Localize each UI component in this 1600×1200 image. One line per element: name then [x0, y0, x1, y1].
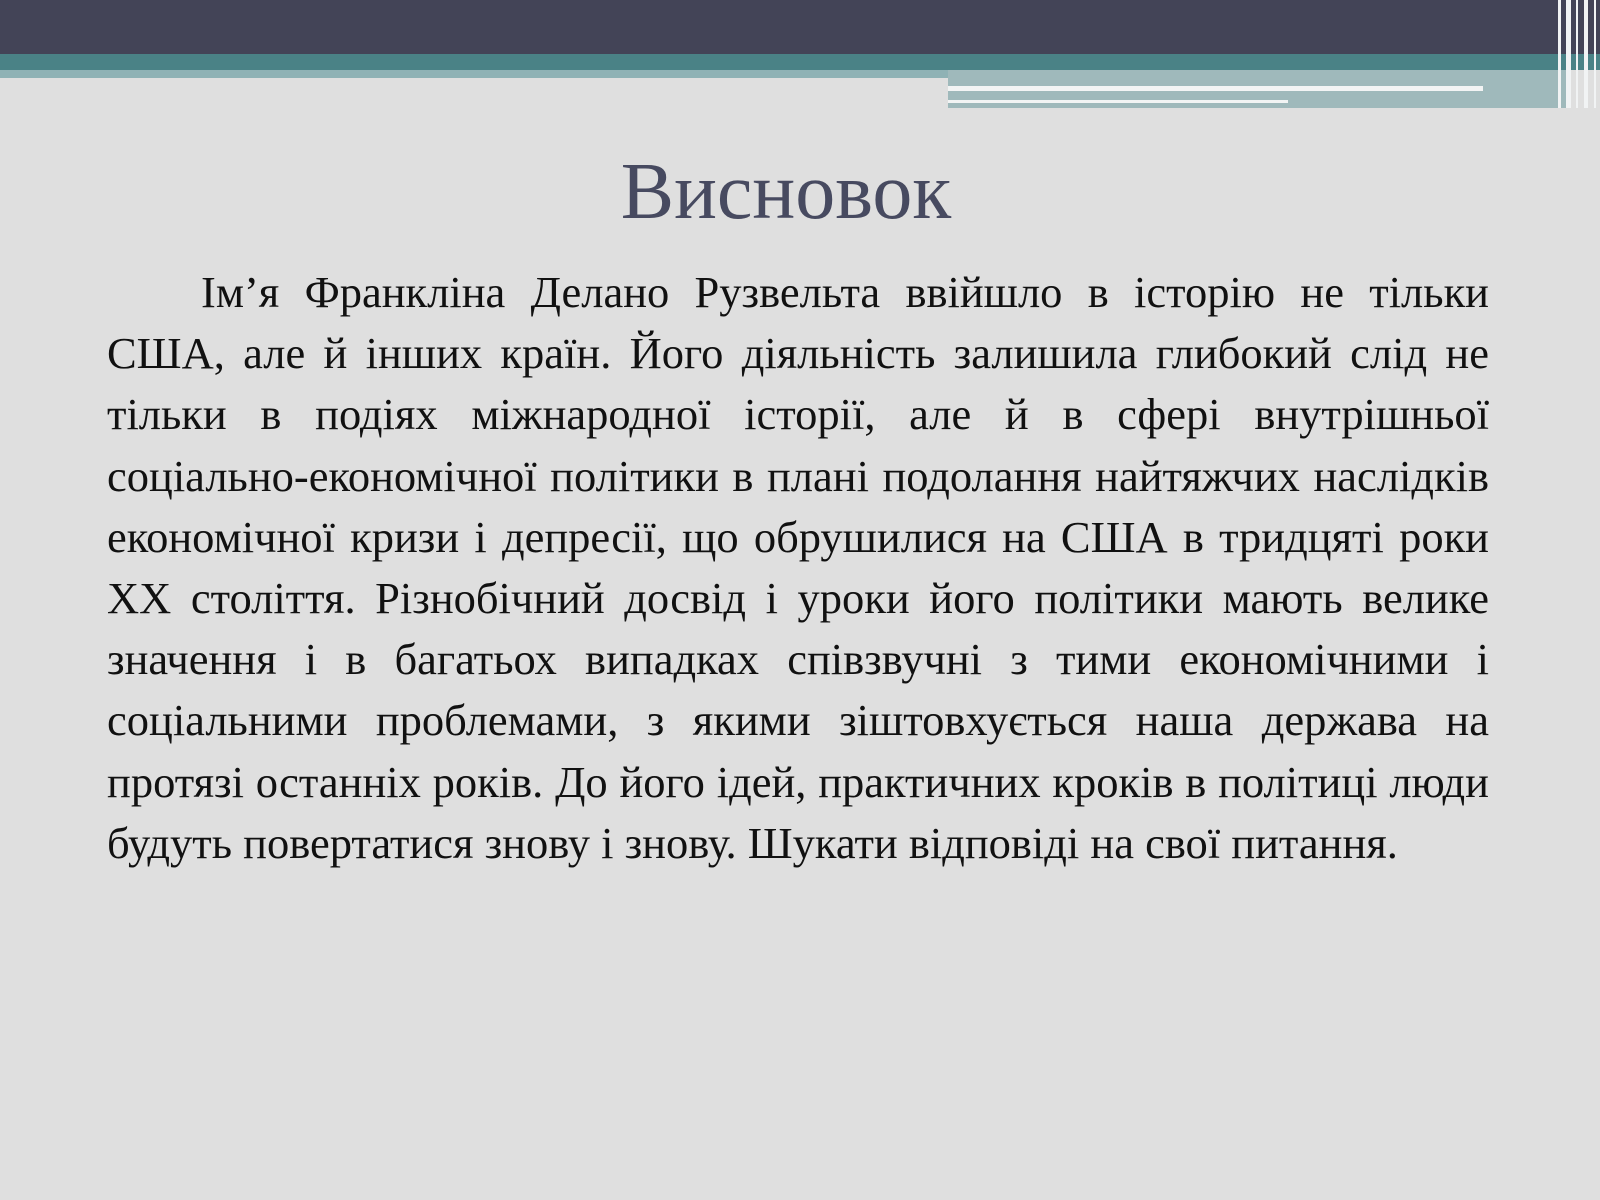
header-teal-bar: [0, 54, 1600, 70]
header-dark-bar: [0, 0, 1600, 54]
edge-stripes-decoration: [1554, 0, 1600, 108]
header-accent-line: [948, 86, 1483, 91]
header-light-bar: [0, 70, 948, 78]
header-accent-line-short: [948, 100, 1288, 103]
slide-title: Висновок: [620, 148, 952, 236]
conclusion-paragraph: Ім’я Франкліна Делано Рузвельта ввійшло в історію не тільки США, але й інших країн. Його діяльність залишила глибокий слід не тільки в подіях міжнародної історії, але й в сфері внутрішньої соціально-економічної політики в плані подолання найтяжчих наслідків економічної кризи і депресії, що обрушилися на США в тридцяті роки ХХ століття. Різнобічний досвід і уроки його політики мають велике значення і в багатьох випадках співзвучні з тими економічними і соціальними проблемами, з якими зіштовхується наша держава на протязі останніх років. До його ідей, практичних кроків в політиці люди будуть повертатися знову і знову. Шукати відповіді на свої питання.: [107, 267, 1489, 868]
